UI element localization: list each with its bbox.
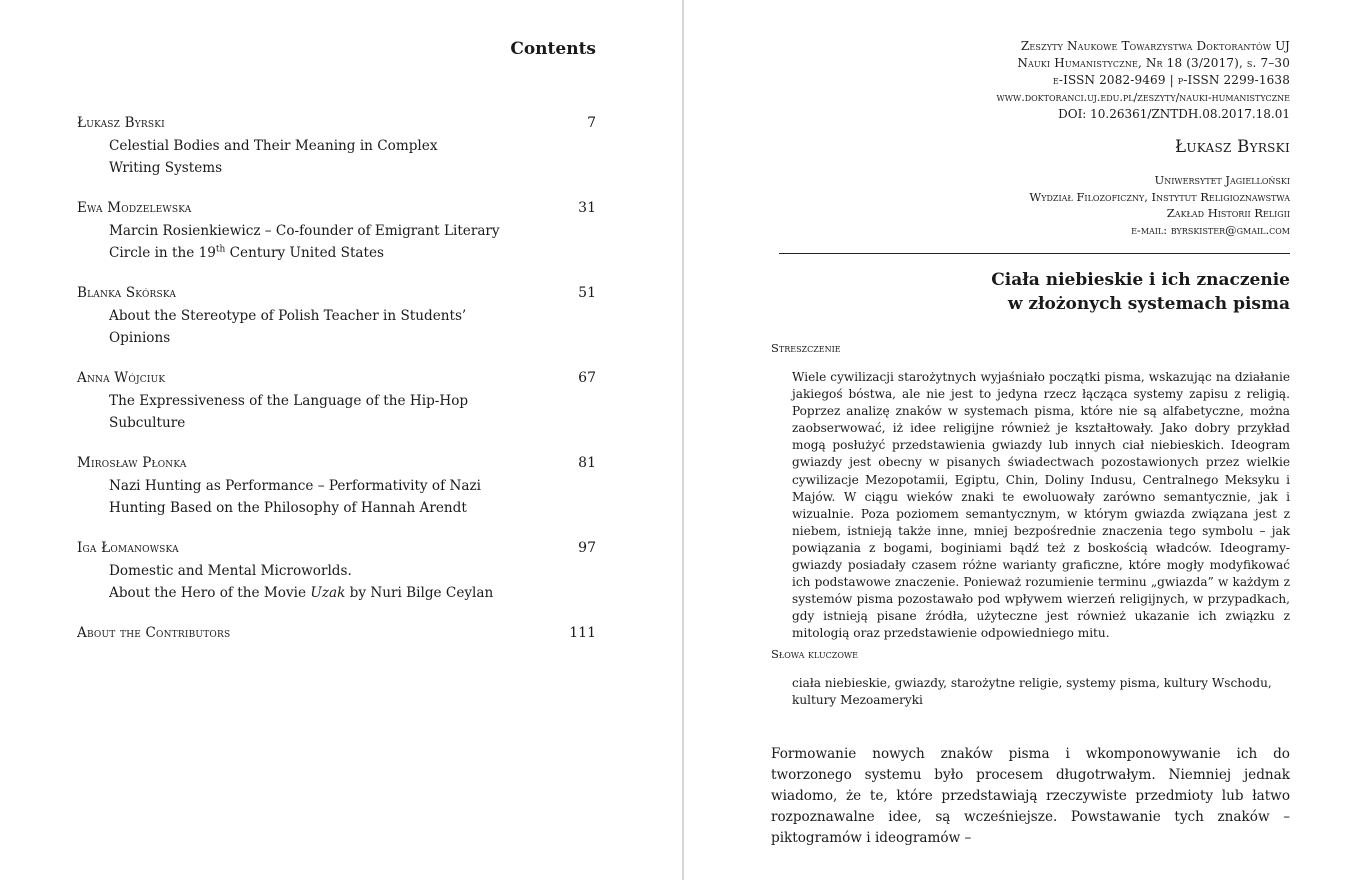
article-title-line: Ciała niebieskie i ich znaczenie: [991, 270, 1290, 290]
movie-title: Uzak: [310, 584, 346, 601]
toc-article-title: [109, 136, 529, 179]
journal-series: Nauki Humanistyczne, Nr 18 (3/2017), s. 7–30: [1017, 56, 1290, 70]
toc-page-number: 7: [587, 115, 596, 131]
toc-title-line: [109, 583, 529, 605]
toc-page-number: 67: [578, 370, 596, 386]
toc-page-number: 51: [578, 285, 596, 301]
doi[interactable]: DOI: 10.26361/ZNTDH.08.2017.18.01: [1058, 107, 1290, 121]
right-page: [684, 0, 1366, 880]
body-paragraph: Formowanie nowych znaków pisma i wkomponowywanie ich do tworzonego systemu było procesem długotrwałym. Niemniej jednak wiadomo, że te, które przedstawiają rzeczywiste przedmioty lub łatwo rozpoznawalne idee, są wcześniejsze. Powstawanie tych znaków – piktogramów i ideogramów –: [771, 746, 1290, 846]
toc-author: Iga Łomanowska: [77, 540, 179, 556]
faculty: Wydział Filozoficzny, Instytut Religioznawstwa: [1029, 189, 1290, 204]
toc-title-line: Celestial Bodies and Their Meaning in Complex: [109, 138, 438, 154]
university: Uniwersytet Jagielloński: [1154, 173, 1290, 187]
toc-entry[interactable]: [77, 365, 596, 434]
toc-article-title: [109, 221, 529, 264]
journal-header: [997, 38, 1290, 123]
toc-author: Blanka Skórska: [77, 285, 177, 301]
toc-title-line: About the Stereotype of Polish Teacher in Students’: [109, 308, 467, 324]
contents-heading: Contents: [510, 39, 596, 59]
article-title: [991, 268, 1290, 316]
toc-title-line: Writing Systems: [109, 159, 223, 176]
toc-author: Ewa Modzelewska: [77, 200, 192, 216]
toc-article-title: [109, 391, 529, 434]
abstract-text: Wiele cywilizacji starożytnych wyjaśniało początki pisma, wskazując na działanie jakiegoś bóstwa, ale nie jest to jedyna rzecz łącząca systemy zapisu z religią. Poprzez analizę znaków w systemach pisma, które nie są alfabetyczne, można zaobserwować, iż idee religijne również je kształtowały. Jako dobry przykład mogą posłużyć przedstawienia gwiazdy lub innych ciał niebieskich. Ideogram gwiazdy jest obecny w pisanych świadectwach pozostawionych przez wielkie cywilizacje Mezopotamii, Egiptu, Chin, Doliny Indusu, Centralnego Meksyku i Majów. W ciągu wieków znaki te ewoluowały zarówno semantycznie, jak i wizualnie. Poza poziomem semantycznym, w którym gwiazda związana jest z niebem, istnieją także inne, mniej bezpośrednie znaczenia tego symbolu – jak powiązania z bogami, boginiami bądź też z boskością władców. Ideogramy-gwiazdy posiadały czasem różne warianty graficzne, które mogły modyfikować ich podstawowe znaczenie. Ponieważ rozumienie terminu „gwiazda” w każdym z systemów pisma pozostawało pod wpływem wierzeń religijnych, w przypadkach, gdy istnieją pisane źródła, użyteczne jest również ukazanie ich związku z mitologią oraz przedstawienie odpowiedniego mitu.: [792, 370, 1290, 641]
toc-title-line: Opinions: [109, 329, 171, 346]
abstract-label: Streszczenie: [771, 341, 841, 355]
toc-title-text: About the Hero of the Movie: [109, 584, 311, 601]
toc-page-number: 97: [578, 540, 596, 556]
toc-author: Mirosław Płonka: [77, 455, 187, 471]
toc-title-line: Subculture: [109, 414, 186, 431]
toc-title-text: by Nuri Bilge Ceylan: [345, 584, 494, 601]
superscript: th: [215, 243, 226, 254]
table-of-contents: [77, 110, 596, 662]
toc-author: Anna Wójciuk: [77, 370, 166, 386]
author-affiliation: [1029, 172, 1290, 238]
horizontal-rule: [779, 253, 1290, 254]
journal-name: Zeszyty Naukowe Towarzystwa Doktorantów UJ: [1020, 39, 1290, 53]
article-title-line: w złożonych systemach pisma: [1007, 294, 1290, 314]
toc-article-title: [109, 561, 529, 604]
journal-issn: e-ISSN 2082-9469 | p-ISSN 2299-1638: [1052, 73, 1290, 87]
toc-article-title: [109, 306, 529, 349]
toc-title-line: Marcin Rosienkiewicz – Co-founder of Emigrant Literary: [109, 223, 500, 239]
toc-title-text: Century United States: [225, 244, 385, 261]
toc-article-title: [109, 476, 529, 519]
toc-contributors-label: About the Contributors: [77, 625, 231, 641]
toc-entry[interactable]: [77, 450, 596, 519]
left-page: [0, 0, 682, 880]
toc-entry[interactable]: [77, 535, 596, 604]
toc-title-line: Nazi Hunting as Performance – Performativity of Nazi: [109, 478, 481, 494]
keywords-text: ciała niebieskie, gwiazdy, starożytne religie, systemy pisma, kultury Wschodu, kultury Mezoameryki: [792, 676, 1272, 707]
toc-page-number: 81: [578, 455, 596, 471]
toc-author: Łukasz Byrski: [77, 115, 165, 131]
toc-entry-contributors[interactable]: [77, 620, 596, 646]
keywords-label: Słowa kluczowe: [771, 647, 858, 661]
toc-page-number: 31: [578, 200, 596, 216]
toc-title-line: [109, 243, 529, 265]
toc-entry[interactable]: [77, 195, 596, 264]
toc-entry[interactable]: [77, 280, 596, 349]
journal-url[interactable]: www.doktoranci.uj.edu.pl/zeszyty/nauki-humanistyczne: [996, 91, 1290, 104]
toc-title-text: Circle in the 19: [109, 244, 216, 261]
toc-title-line: The Expressiveness of the Language of the Hip-Hop: [109, 393, 469, 409]
article-author: Łukasz Byrski: [1174, 137, 1290, 156]
toc-title-line: Domestic and Mental Microworlds.: [109, 563, 352, 579]
department: Zakład Historii Religii: [1166, 206, 1290, 220]
toc-title-line: Hunting Based on the Philosophy of Hannah Arendt: [109, 499, 467, 516]
toc-page-number: 111: [569, 625, 596, 641]
toc-entry[interactable]: [77, 110, 596, 179]
author-email[interactable]: e-mail: byrskister@gmail.com: [1131, 222, 1290, 237]
